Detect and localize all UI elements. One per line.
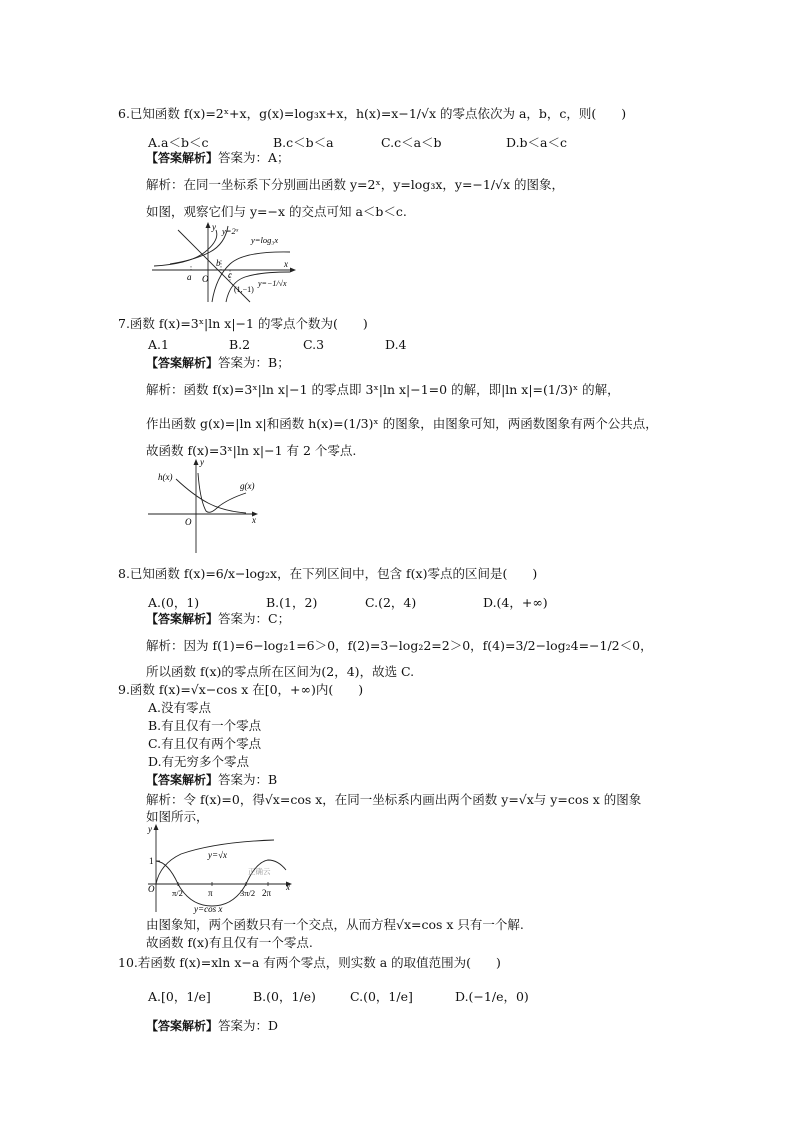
q7-label-h: h(x): [158, 472, 173, 482]
q9-option-c: C.有且仅有两个零点: [148, 736, 262, 751]
q9-option-d: D.有无穷多个零点: [148, 754, 250, 769]
q9-graph: [146, 822, 296, 914]
q9-label-y: y: [148, 824, 152, 834]
q7-label-o: O: [185, 517, 192, 527]
q7-option-b: B.2: [229, 337, 251, 352]
q9-watermark: 正确云: [248, 867, 271, 876]
q7-label-g: g(x): [240, 481, 255, 491]
q6-option-d: D.b＜a＜c: [506, 135, 568, 150]
q8-stem: 8.已知函数 f(x)=6/x−log₂x，在下列区间中，包含 f(x)零点的区间是( ): [118, 566, 538, 581]
q9-analysis-1: 解析：令 f(x)=0，得√x=cos x，在同一坐标系内画出两个函数 y=√x与 y=cos x 的图象: [146, 792, 642, 807]
answer-text: 答案为：C；: [218, 611, 291, 626]
q7-analysis-2: 作出函数 g(x)=|ln x|和函数 h(x)=(1/3)ˣ 的图象，由图象可知，两函数图象有两个公共点，: [146, 416, 658, 431]
q6-option-c: C.c＜a＜b: [381, 135, 442, 150]
q6-stem: 6.已知函数 f(x)=2ˣ+x，g(x)=log₃x+x，h(x)=x−1/√x 的零点依次为 a，b，c，则( ): [118, 106, 627, 121]
q6-answer-line: [146, 150, 290, 166]
answer-text: 答案为：B: [218, 772, 278, 787]
q10-answer-line: [146, 1018, 278, 1034]
q6-label-ylog: y=log₃x: [251, 235, 279, 245]
q8-option-c: C.(2，4): [365, 595, 417, 610]
answer-tag: 【答案解析】: [146, 151, 219, 165]
q6-label-o: O: [202, 274, 209, 284]
q10-option-b: B.(0，1/e): [253, 989, 316, 1004]
q9-label-half-pi: π/2: [172, 888, 183, 898]
q10-stem: 10.若函数 f(x)=xln x−a 有两个零点，则实数 a 的取值范围为( ): [118, 955, 501, 970]
q9-label-two-pi: 2π: [262, 888, 272, 898]
q7-stem: 7.函数 f(x)=3ˣ|ln x|−1 的零点个数为( ): [118, 316, 368, 331]
q9-stem: 9.函数 f(x)=√x−cos x 在[0，+∞)内( ): [118, 682, 364, 697]
q6-label-c: c: [228, 270, 232, 280]
answer-text: 答案为：B；: [218, 355, 290, 370]
q8-option-d: D.(4，+∞): [483, 595, 548, 610]
q6-option-a: A.a＜b＜c: [148, 135, 209, 150]
q7-option-a: A.1: [148, 337, 169, 352]
q9-label-pi: π: [208, 888, 213, 898]
q9-label-sqrt: y=√x: [208, 850, 228, 860]
q8-answer-line: [146, 611, 290, 627]
q7-option-d: D.4: [385, 337, 407, 352]
q6-label-x: x: [284, 259, 288, 269]
q7-label-x: x: [252, 515, 256, 525]
q6-option-b: B.c＜b＜a: [273, 135, 334, 150]
q7-label-y: y: [200, 457, 204, 467]
answer-text: 答案为：D: [218, 1018, 279, 1033]
q9-analysis-4: 故函数 f(x)有且仅有一个零点.: [146, 935, 313, 950]
q10-option-d: D.(−1/e，0): [455, 989, 529, 1004]
q9-analysis-2: 如图所示，: [146, 809, 209, 824]
q9-analysis-3: 由图象知，两个函数只有一个交点，从而方程√x=cos x 只有一个解.: [146, 917, 524, 932]
q10-option-a: A.[0，1/e]: [148, 989, 211, 1004]
q7-analysis-1: 解析：函数 f(x)=3ˣ|ln x|−1 的零点即 3ˣ|ln x|−1=0 的解，即|ln x|=(1/3)ˣ 的解，: [146, 382, 620, 397]
q7-analysis-3: 故函数 f(x)=3ˣ|ln x|−1 有 2 个零点.: [146, 443, 357, 458]
answer-tag: 【答案解析】: [146, 773, 219, 787]
q7-graph: [148, 455, 268, 555]
q9-label-o: O: [148, 884, 155, 894]
q6-label-a: a: [187, 272, 192, 282]
q9-label-x: x: [286, 882, 290, 892]
q9-option-b: B.有且仅有一个零点: [148, 718, 262, 733]
answer-tag: 【答案解析】: [146, 356, 219, 370]
q7-option-c: C.3: [303, 337, 325, 352]
q6-graph: [150, 222, 300, 304]
q8-analysis-2: 所以函数 f(x)的零点所在区间为(2，4)，故选 C.: [146, 664, 415, 679]
q9-answer-line: [146, 772, 277, 788]
q6-label-yneg: y=−1/√x: [258, 279, 287, 288]
q9-label-one: 1: [149, 856, 154, 866]
q6-analysis-1: 解析：在同一坐标系下分别画出函数 y=2ˣ，y=log₃x，y=−1/√x 的图象，: [146, 177, 565, 192]
q8-option-a: A.(0，1): [148, 595, 200, 610]
answer-tag: 【答案解析】: [146, 612, 219, 626]
answer-text: 答案为：A；: [218, 150, 290, 165]
q8-analysis-1: 解析：因为 f(1)=6−log₂1=6＞0，f(2)=3−log₂2=2＞0，f(4)=3/2−log₂4=−1/2＜0，: [146, 638, 653, 653]
q6-analysis-2: 如图，观察它们与 y=−x 的交点可知 a＜b＜c.: [146, 204, 407, 219]
q9-label-cos: y=cos x: [194, 904, 223, 914]
q6-label-y2x: y=2ˣ: [222, 226, 239, 236]
q9-label-three-half-pi: 3π/2: [240, 888, 256, 898]
q6-label-point: (1,−1): [234, 285, 254, 294]
answer-tag: 【答案解析】: [146, 1019, 219, 1033]
q8-option-b: B.(1，2): [266, 595, 318, 610]
q10-option-c: C.(0，1/e]: [350, 989, 413, 1004]
q9-option-a: A.没有零点: [148, 700, 212, 715]
q6-label-y: y: [212, 222, 216, 232]
q6-label-b: b: [216, 258, 221, 268]
q7-answer-line: [146, 355, 290, 371]
